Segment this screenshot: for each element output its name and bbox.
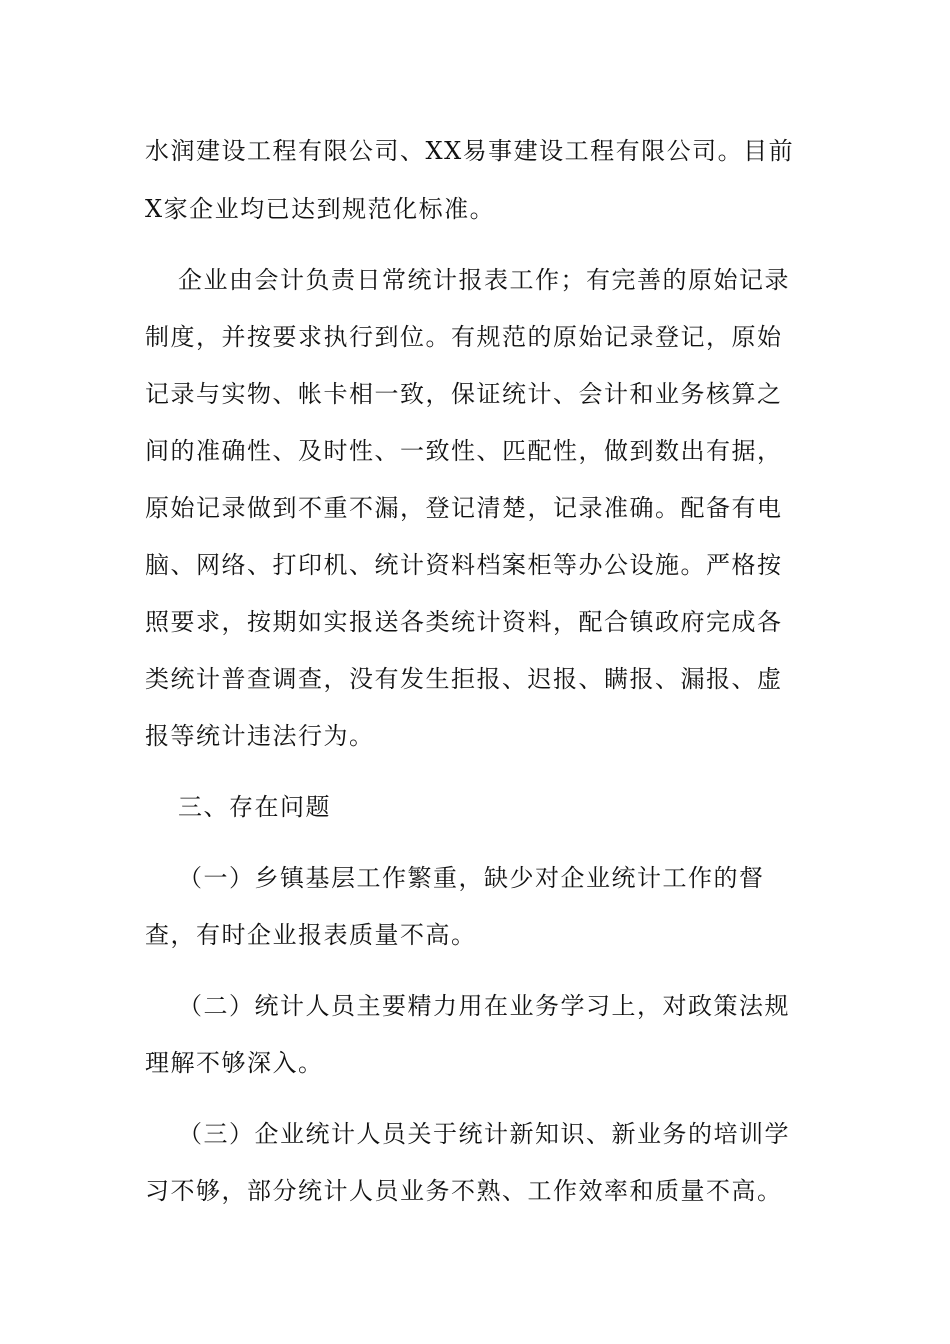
text-line: （一）乡镇基层工作繁重，缺少对企业统计工作的督: [178, 864, 765, 892]
text-line: 原始记录做到不重不漏，登记清楚，记录准确。配备有电: [145, 494, 783, 522]
text-line: 记录与实物、帐卡相一致，保证统计、会计和业务核算之: [145, 380, 783, 408]
text-line: 间的准确性、及时性、一致性、匹配性，做到数出有据，: [145, 437, 783, 465]
text-line: 制度，并按要求执行到位。有规范的原始记录登记，原始: [145, 323, 783, 351]
text-line: 理解不够深入。: [145, 1049, 324, 1077]
text-line: （三）企业统计人员关于统计新知识、新业务的培训学: [178, 1120, 790, 1148]
text-line: （二）统计人员主要精力用在业务学习上，对政策法规: [178, 992, 790, 1020]
section-title: 三、存在问题: [178, 793, 331, 821]
text-line: 习不够，部分统计人员业务不熟、工作效率和质量不高。: [145, 1177, 783, 1205]
text-line: 查，有时企业报表质量不高。: [145, 921, 477, 949]
text-line: 脑、网络、打印机、统计资料档案柜等办公设施。严格按: [145, 551, 783, 579]
text-line: 企业由会计负责日常统计报表工作；有完善的原始记录: [178, 266, 790, 294]
text-line: 类统计普查调查，没有发生拒报、迟报、瞒报、漏报、虚: [145, 665, 783, 693]
text-line: 报等统计违法行为。: [145, 722, 375, 750]
text-line: 水润建设工程有限公司、XX易事建设工程有限公司。目前: [145, 137, 795, 165]
text-line: X家企业均已达到规范化标准。: [145, 195, 496, 223]
text-line: 照要求，按期如实报送各类统计资料，配合镇政府完成各: [145, 608, 783, 636]
